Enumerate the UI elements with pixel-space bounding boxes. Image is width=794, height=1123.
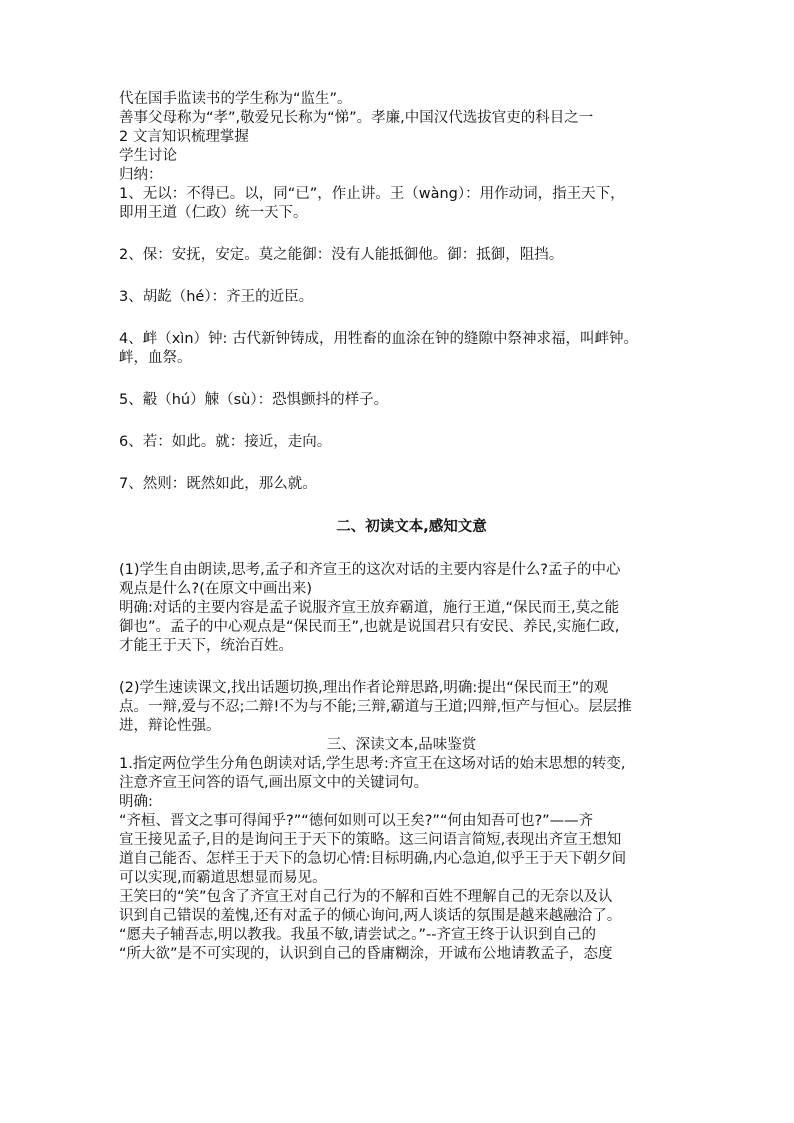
- list-item-4-cont: 衅，血祭。: [119, 350, 192, 366]
- list-item-5: 5、觳（hú）觫（sù）：恐惧颤抖的样子。: [119, 392, 389, 408]
- section-heading-2: 二、初读文本,感知文意: [336, 519, 487, 535]
- text-line: 善事父母称为“孝”,敬爱兄长称为“悌”。孝廉,中国汉代选拔官吏的科目之一: [119, 110, 594, 126]
- paragraph-line: (1)学生自由朗读,思考,孟子和齐宣王的这次对话的主要内容是什么?孟子的中心: [119, 562, 621, 578]
- paragraph-line: 明确:: [119, 794, 153, 810]
- text-line: 代在国手监读书的学生称为“监生”。: [119, 91, 352, 107]
- paragraph-line: 点。一辩,爱与不忍;二辩!不为与不能;三辩,霸道与王道;四辩,恒产与恒心。层层推: [119, 699, 632, 715]
- list-item-3: 3、胡龁（hé）：齐王的近臣。: [119, 289, 314, 305]
- text-line: 归纳：: [119, 167, 163, 183]
- paragraph-line: 道自己能否、怎样王于天下的急切心情:目标明确,内心急迫,似乎王于天下朝夕间: [119, 851, 627, 867]
- paragraph-line: “所大欲”是不可实现的，认识到自己的昏庸糊涂，开诚布公地请教孟子，态度: [119, 946, 613, 962]
- paragraph-line: 观点是什么?(在原文中画出来): [119, 581, 313, 597]
- paragraph-line: 注意齐宣王问答的语气,画出原文中的关键词句。: [119, 775, 429, 791]
- text-line: 2 文言知识梳理掌握: [119, 129, 249, 145]
- list-item-1: 1、无以：不得已。以，同“已”，作止讲。王（wàng）：用作动词，指王天下，: [119, 186, 625, 202]
- section-heading-3: 三、深读文本,品味鉴赏: [326, 737, 477, 753]
- paragraph-line: 才能王于天下，统治百姓。: [119, 638, 293, 654]
- list-item-2: 2、保：安抚，安定。莫之能御：没有人能抵御他。御：抵御，阻挡。: [119, 247, 564, 263]
- list-item-1-cont: 即用王道（仁政）统一天下。: [119, 205, 308, 221]
- paragraph-line: 宣王接见孟子,目的是询问王于天下的策略。这三问语言简短,表现出齐宣王想知: [119, 832, 622, 848]
- paragraph-line: 可以实现,而霸道思想显而易见。: [119, 870, 327, 886]
- paragraph-line: 御也”。孟子的中心观点是“保民而王”,也就是说国君只有安民、养民,实施仁政,: [119, 619, 620, 635]
- list-item-4: 4、衅（xìn）钟: 古代新钟铸成，用牲畜的血涂在钟的缝隙中祭神求福，叫衅钟。: [119, 331, 639, 347]
- list-item-6: 6、若：如此。就：接近，走向。: [119, 434, 332, 450]
- paragraph-line: 1.指定两位学生分角色朗读对话,学生思考:齐宣王在这场对话的始末思想的转变,: [119, 756, 626, 772]
- paragraph-line: 识到自己错误的羞愧,还有对孟子的倾心询问,两人谈话的氛围是越来越融洽了。: [119, 908, 622, 924]
- paragraph-line: 王笑曰的“笑”包含了齐宣王对自己行为的不解和百姓不理解自己的无奈以及认: [119, 889, 613, 905]
- paragraph-line: “愿夫子辅吾志,明以教我。我虽不敏,请尝试之。”--齐宣王终于认识到自己的: [119, 927, 596, 943]
- paragraph-line: 进，辩论性强。: [119, 718, 221, 734]
- paragraph-line: (2)学生速读课文,找出话题切换,理出作者论辩思路,明确:提出“保民而王”的观: [119, 680, 609, 696]
- paragraph-line: “齐桓、晋文之事可得闻乎?”“德何如则可以王矣?”“何由知吾可也?”——齐: [119, 813, 594, 829]
- list-item-7: 7、然则：既然如此，那么就。: [119, 476, 317, 492]
- paragraph-line: 明确:对话的主要内容是孟子说服齐宣王放弃霸道，施行王道,“保民而王,莫之能: [119, 600, 620, 616]
- document-page: [119, 90, 684, 964]
- text-line: 学生讨论: [119, 148, 177, 164]
